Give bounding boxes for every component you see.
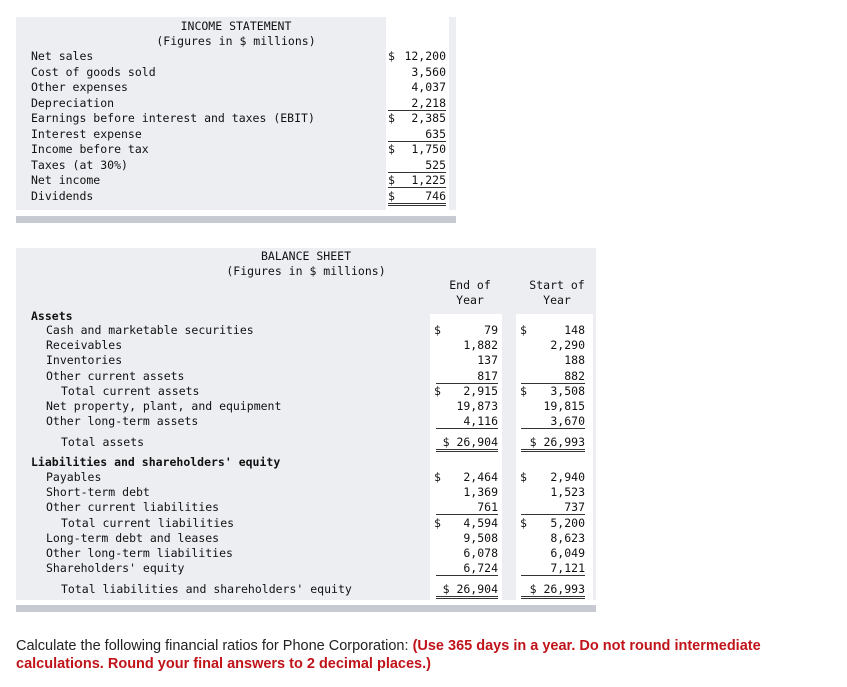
start-of-year-header-2: Year bbox=[543, 293, 571, 307]
income-row-label: Taxes (at 30%) bbox=[31, 157, 128, 172]
balance-row-label: Other long-term assets bbox=[46, 414, 199, 429]
balance-row-label: Payables bbox=[46, 470, 102, 484]
income-row-label: Dividends bbox=[31, 188, 94, 203]
income-row-label: Cost of goods sold bbox=[31, 64, 156, 79]
start-of-year-currency: $ bbox=[520, 470, 527, 484]
income-row-value: 4,037 bbox=[411, 80, 446, 94]
income-row-value: 1,225 bbox=[388, 173, 446, 188]
income-row-label: Income before tax bbox=[31, 142, 149, 156]
start-of-year-value: 882 bbox=[521, 369, 585, 384]
balance-row-label: Other current assets bbox=[46, 368, 185, 383]
start-of-year-value: 19,815 bbox=[543, 399, 585, 413]
start-of-year-header-1: Start of bbox=[529, 278, 585, 292]
income-statement-title: INCOME STATEMENT bbox=[180, 19, 292, 33]
income-row-label: Depreciation bbox=[31, 95, 115, 110]
end-of-year-value: 1,369 bbox=[463, 485, 498, 500]
start-of-year-currency: $ bbox=[520, 323, 527, 337]
balance-sheet-title: BALANCE SHEET bbox=[260, 249, 351, 263]
end-of-year-value: 137 bbox=[477, 353, 498, 368]
income-row-value: 635 bbox=[388, 127, 446, 142]
income-row-label: Earnings before interest and taxes (EBIT) bbox=[31, 111, 315, 125]
balance-row-label: Total current liabilities bbox=[61, 515, 235, 530]
start-of-year-value: 2,940 bbox=[550, 470, 585, 484]
end-of-year-currency: $ bbox=[434, 383, 441, 398]
income-statement-divider bbox=[16, 216, 456, 223]
balance-row-label: Net property, plant, and equipment bbox=[46, 399, 282, 413]
income-row-value: 2,385 bbox=[411, 111, 446, 125]
end-of-year-value: 817 bbox=[436, 369, 498, 384]
end-of-year-value: 2,915 bbox=[463, 383, 498, 398]
start-of-year-value: $ 26,993 bbox=[521, 435, 585, 452]
assets-header: Assets bbox=[31, 309, 73, 323]
balance-sheet-divider bbox=[16, 605, 596, 612]
start-of-year-value: 188 bbox=[564, 353, 585, 368]
end-of-year-currency: $ bbox=[434, 515, 441, 530]
question-text bbox=[16, 637, 836, 673]
start-of-year-value: 1,523 bbox=[550, 485, 585, 500]
balance-row-label: Cash and marketable securities bbox=[46, 323, 254, 337]
income-row-value: 525 bbox=[388, 158, 446, 173]
balance-row-label: Total liabilities and shareholders' equity bbox=[61, 582, 352, 597]
end-of-year-value: 9,508 bbox=[463, 530, 498, 545]
income-row-label: Net income bbox=[31, 173, 101, 187]
end-of-year-value: 761 bbox=[436, 500, 498, 515]
start-of-year-value: 7,121 bbox=[521, 561, 585, 576]
income-statement-subtitle: (Figures in $ millions) bbox=[156, 34, 316, 48]
start-of-year-value: 6,049 bbox=[550, 546, 585, 560]
balance-row-label: Other long-term liabilities bbox=[46, 546, 233, 560]
income-row-value: 2,218 bbox=[388, 96, 446, 111]
start-of-year-value: 3,508 bbox=[550, 383, 585, 398]
balance-sheet-subtitle: (Figures in $ millions) bbox=[226, 264, 386, 278]
balance-row-label: Inventories bbox=[46, 353, 123, 368]
income-row-value: 12,200 bbox=[404, 49, 446, 63]
start-of-year-value: 2,290 bbox=[550, 338, 585, 353]
end-of-year-value: $ 26,904 bbox=[436, 435, 498, 452]
income-row-currency: $ bbox=[388, 173, 395, 187]
end-of-year-value: 4,594 bbox=[463, 515, 498, 530]
start-of-year-value: 3,670 bbox=[521, 414, 585, 429]
income-row-label: Interest expense bbox=[31, 126, 142, 141]
income-row-value: 1,750 bbox=[411, 142, 446, 156]
question-prompt: Calculate the following financial ratios for Phone Corporation: bbox=[16, 638, 413, 654]
start-of-year-value: 737 bbox=[521, 500, 585, 515]
end-of-year-value: 79 bbox=[484, 323, 498, 337]
start-of-year-value: 8,623 bbox=[550, 530, 585, 545]
end-of-year-value: 6,078 bbox=[463, 546, 498, 560]
income-row-currency: $ bbox=[388, 142, 395, 156]
end-of-year-value: 4,116 bbox=[436, 414, 498, 429]
income-statement bbox=[16, 17, 456, 223]
balance-row-label: Total assets bbox=[61, 435, 145, 450]
balance-row-label: Long-term debt and leases bbox=[46, 530, 220, 545]
income-row-currency: $ bbox=[388, 49, 395, 63]
end-of-year-currency: $ bbox=[434, 470, 441, 484]
balance-row-label: Other current liabilities bbox=[46, 500, 220, 515]
start-of-year-value: $ 26,993 bbox=[521, 582, 585, 599]
end-of-year-value: 6,724 bbox=[436, 561, 498, 576]
balance-row-label: Receivables bbox=[46, 338, 123, 353]
income-row-currency: $ bbox=[388, 111, 395, 125]
balance-row-label: Short-term debt bbox=[46, 485, 150, 500]
start-of-year-currency: $ bbox=[520, 515, 527, 530]
end-of-year-header-1: End of bbox=[449, 278, 491, 292]
income-row-currency: $ bbox=[388, 188, 395, 203]
balance-sheet bbox=[16, 248, 596, 614]
balance-row-label: Total current assets bbox=[61, 383, 200, 398]
balance-row-label: Shareholders' equity bbox=[46, 561, 185, 576]
end-of-year-header-2: Year bbox=[456, 293, 484, 307]
income-row-value: 746 bbox=[388, 189, 446, 206]
end-of-year-value: 19,873 bbox=[456, 399, 498, 413]
start-of-year-currency: $ bbox=[520, 383, 527, 398]
start-of-year-value: 148 bbox=[564, 323, 585, 337]
income-row-label: Net sales bbox=[31, 49, 94, 63]
income-row-value: 3,560 bbox=[411, 64, 446, 79]
end-of-year-value: 1,882 bbox=[463, 338, 498, 353]
question-instruction: (Use 365 days in a year. Do not round intermediate calculations. Round your final answers to 2 decimal places.) bbox=[16, 638, 761, 672]
end-of-year-currency: $ bbox=[434, 323, 441, 337]
liabilities-header: Liabilities and shareholders' equity bbox=[31, 455, 281, 469]
end-of-year-value: $ 26,904 bbox=[436, 582, 498, 599]
end-of-year-value: 2,464 bbox=[463, 470, 498, 484]
income-row-label: Other expenses bbox=[31, 80, 128, 94]
start-of-year-value: 5,200 bbox=[550, 515, 585, 530]
